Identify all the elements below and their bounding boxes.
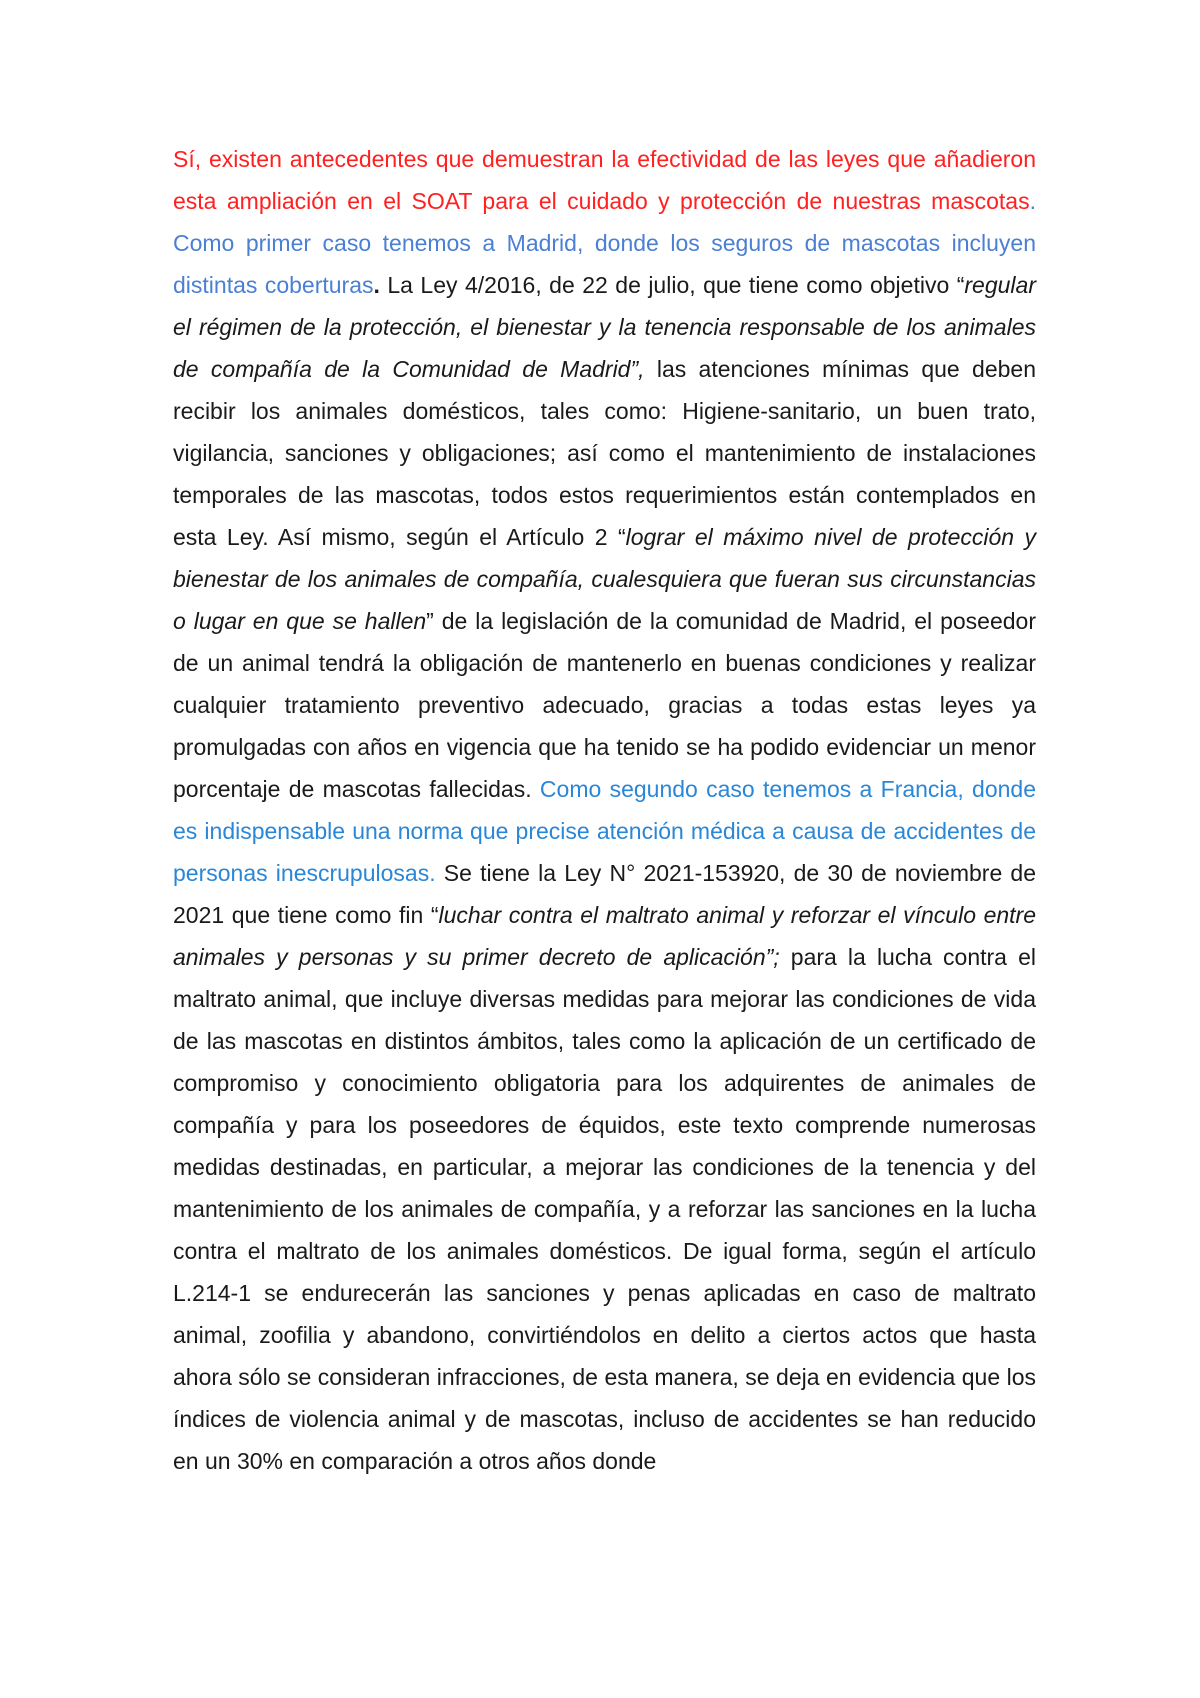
text-ley-madrid-intro: La Ley 4/2016, de 22 de julio, que tiene como objetivo “	[379, 272, 965, 298]
punctuation-period: .	[1029, 188, 1036, 214]
blue-highlight-francia-case: Como segundo caso tenemos a Francia, donde es indispensable una norma que precise atención médica a causa de accidentes de personas inescrupulosas.	[173, 776, 1036, 886]
text-ley-francia-intro: Se tiene la Ley N° 2021-153920, de 30 de noviembre de 2021 que tiene como fin “	[173, 860, 1036, 928]
quote-articulo-2: lograr el máximo nivel de protección y bienestar de los animales de compañía, cualesquiera que fueran sus circunstancias o lugar en que se hallen	[173, 524, 1037, 634]
punctuation-bold-period: .	[373, 272, 380, 298]
body-paragraph	[173, 138, 1036, 1482]
text-atenciones-minimas: las atenciones mínimas que deben recibir los animales domésticos, tales como: Higiene-sanitario, un buen trato, vigilancia, sanciones y obligaciones; así como el mantenimiento de instalaciones temporales de las mascotas, todos estos requerimientos están contemplados en esta Ley. Así mismo, según el Artículo 2 “	[173, 356, 1036, 550]
quote-ley-francia-fin: luchar contra el maltrato animal y reforzar el vínculo entre animales y personas y su primer decreto de aplicación”;	[173, 902, 1036, 970]
text-legislacion-madrid: ” de la legislación de la comunidad de Madrid, el poseedor de un animal tendrá la obligación de mantenerlo en buenas condiciones y realizar cualquier tratamiento preventivo adecuado, gracias a todas estas leyes ya promulgadas con años en vigencia que ha tenido se ha podido evidenciar un menor porcentaje de mascotas fallecidas.	[173, 608, 1036, 802]
quote-ley-madrid-objetivo: regular el régimen de la protección, el bienestar y la tenencia responsable de los animales de compañía de la Comunidad de Madrid”,	[173, 272, 1036, 382]
red-highlight-antecedentes: Sí, existen antecedentes que demuestran la efectividad de las leyes que añadieron esta ampliación en el SOAT para el cuidado y protección de nuestras mascotas	[173, 146, 1036, 214]
text-maltrato-animal-medidas: para la lucha contra el maltrato animal, que incluye diversas medidas para mejorar las condiciones de vida de las mascotas en distintos ámbitos, tales como la aplicación de un certificado de compromiso y conocimiento obligatoria para los adquirentes de animales de compañía y para los poseedores de équidos, este texto comprende numerosas medidas destinadas, en particular, a mejorar las condiciones de la tenencia y del mantenimiento de los animales de compañía, y a reforzar las sanciones en la lucha contra el maltrato de los animales domésticos. De igual forma, según el artículo L.214-1 se endurecerán las sanciones y penas aplicadas en caso de maltrato animal, zoofilia y abandono, convirtiéndolos en delito a ciertos actos que hasta ahora sólo se consideran infracciones, de esta manera, se deja en evidencia que los índices de violencia animal y de mascotas, incluso de accidentes se han reducido en un 30% en comparación a otros años donde	[173, 944, 1036, 1474]
blue-highlight-madrid-case: Como primer caso tenemos a Madrid, donde los seguros de mascotas incluyen distintas coberturas	[173, 230, 1036, 298]
